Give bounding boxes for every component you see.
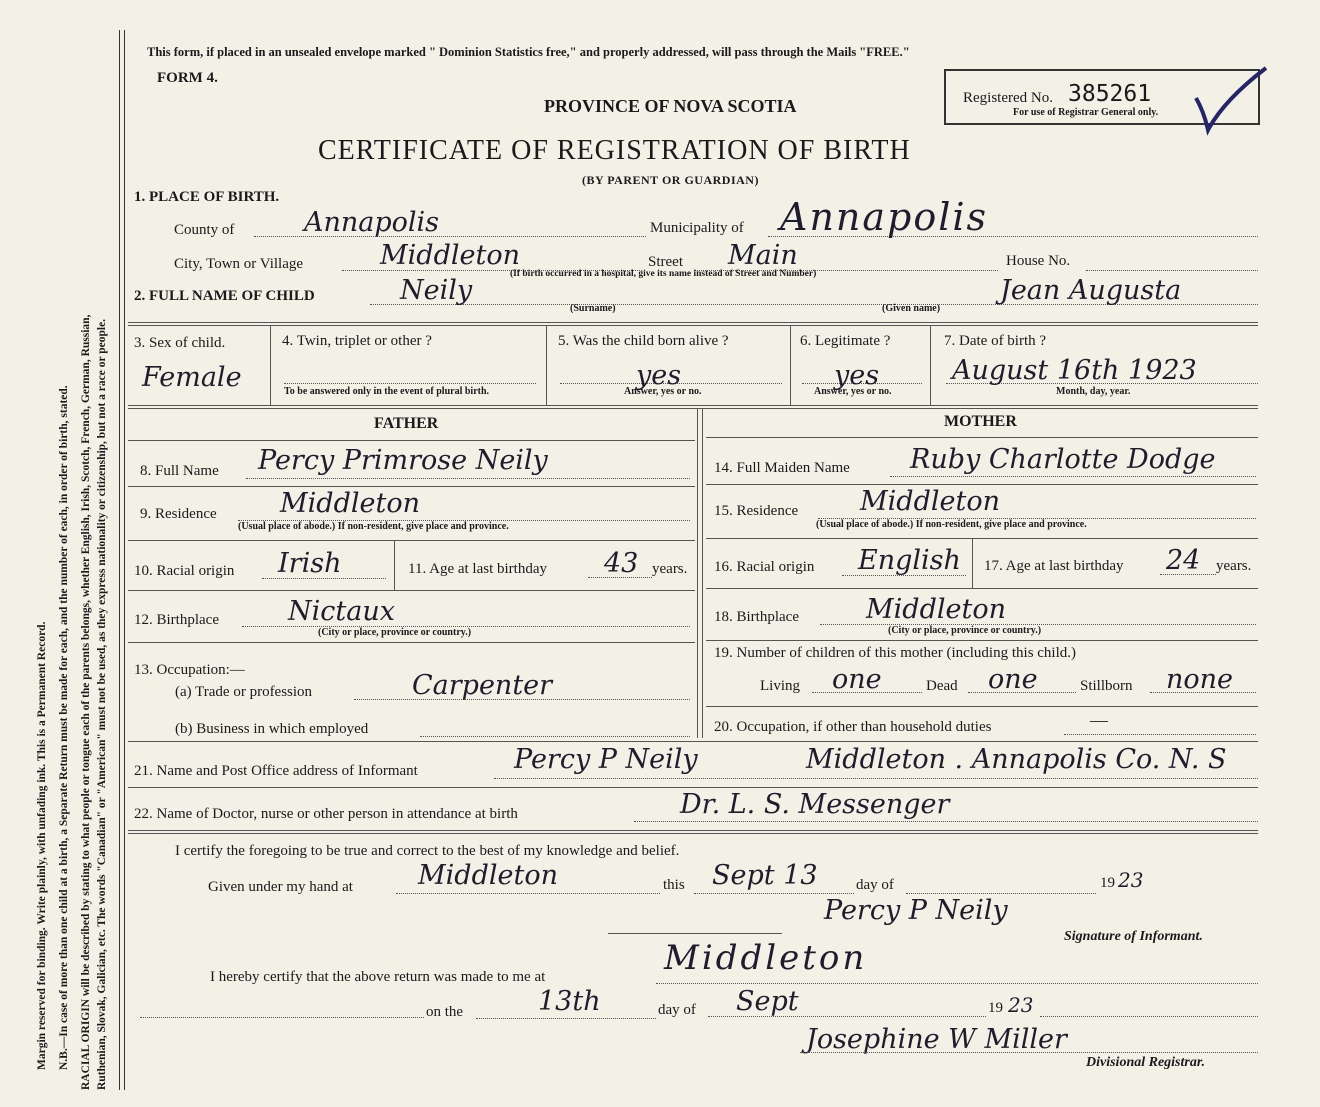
on-the-label: on the bbox=[426, 1004, 464, 1020]
twin-note: To be answered only in the event of plural birth. bbox=[284, 386, 490, 397]
mother-name-label: 14. Full Maiden Name bbox=[714, 460, 850, 476]
margin-note-binding: Margin reserved for binding. Write plainly, with unfading ink. This is a Permanent Record. bbox=[36, 621, 48, 1070]
legitimate-value: yes bbox=[834, 360, 880, 391]
dob-note: Month, day, year. bbox=[1056, 386, 1131, 397]
registrar-caption: Divisional Registrar. bbox=[1086, 1055, 1206, 1070]
father-birthplace: Nictaux bbox=[288, 596, 395, 627]
registrar-signature: Josephine W Miller bbox=[806, 1024, 1067, 1055]
mother-residence-note: (Usual place of abode.) If non-resident, give place and province. bbox=[816, 519, 1087, 530]
doctor-name: Dr. L. S. Messenger bbox=[680, 789, 950, 820]
mail-note: This form, if placed in an unsealed envelope marked " Dominion Statistics free," and properly addressed, will pass through the Mails "FREE." bbox=[147, 45, 910, 59]
certify-statement: I certify the foregoing to be true and correct to the best of my knowledge and belief. bbox=[175, 843, 680, 859]
alive-label: 5. Was the child born alive ? bbox=[558, 333, 729, 349]
registrar-statement: I hereby certify that the above return was made to me at bbox=[210, 969, 546, 985]
mother-birthplace-note: (City or place, province or country.) bbox=[888, 625, 1042, 636]
margin-note-racial-1: RACIAL ORIGIN will be described by stating to what people or tongue each of the parents belongs, whether English, Irish, Scotch, French, German, Russian, bbox=[80, 314, 92, 1090]
father-race-label: 10. Racial origin bbox=[134, 563, 235, 579]
registered-label: Registered No. bbox=[963, 90, 1053, 106]
registrar-place: Middleton bbox=[664, 938, 868, 978]
registrar-day: 13th bbox=[538, 986, 601, 1017]
dob-label: 7. Date of birth ? bbox=[944, 333, 1047, 349]
informant-label: 21. Name and Post Office address of Informant bbox=[134, 763, 418, 779]
twin-label: 4. Twin, triplet or other ? bbox=[282, 333, 432, 349]
father-race: Irish bbox=[278, 548, 342, 579]
sex-label: 3. Sex of child. bbox=[134, 335, 226, 351]
registrar-month: Sept bbox=[736, 986, 799, 1017]
check-mark-icon bbox=[1190, 60, 1270, 140]
margin-rule-inner bbox=[124, 30, 125, 1090]
given-year: 23 bbox=[1118, 868, 1144, 892]
surname-caption: (Surname) bbox=[570, 303, 616, 314]
legitimate-label: 6. Legitimate ? bbox=[800, 333, 891, 349]
municipality-label: Municipality of bbox=[650, 220, 744, 236]
mother-heading: MOTHER bbox=[944, 413, 1017, 430]
mother-occupation-value: — bbox=[1090, 710, 1108, 730]
informant-signature: Percy P Neily bbox=[824, 895, 1008, 926]
mother-name: Ruby Charlotte Dodge bbox=[910, 444, 1216, 475]
mother-residence-label: 15. Residence bbox=[714, 503, 799, 519]
this-label: this bbox=[663, 877, 685, 893]
living-label: Living bbox=[760, 678, 800, 694]
mother-age-label: 17. Age at last birthday bbox=[984, 558, 1124, 574]
dob-value: August 16th 1923 bbox=[952, 355, 1197, 386]
street-value: Main bbox=[728, 240, 798, 271]
dead-label: Dead bbox=[926, 678, 958, 694]
father-name-label: 8. Full Name bbox=[140, 463, 219, 479]
doctor-label: 22. Name of Doctor, nurse or other person in attendance at birth bbox=[134, 806, 518, 822]
trade-value: Carpenter bbox=[412, 670, 553, 701]
registrar-year: 23 bbox=[1008, 993, 1034, 1017]
margin-rule bbox=[119, 30, 120, 1090]
mother-age-unit: years. bbox=[1216, 558, 1252, 574]
child-surname: Neily bbox=[400, 275, 473, 306]
registrar-year-prefix: 19 bbox=[988, 1000, 1003, 1016]
mother-age: 24 bbox=[1166, 545, 1201, 576]
mother-residence: Middleton bbox=[860, 486, 1000, 517]
occupation-label: 13. Occupation:— bbox=[134, 662, 245, 678]
sex-value: Female bbox=[142, 362, 242, 393]
day-of-label: day of bbox=[856, 877, 894, 893]
county-value: Annapolis bbox=[304, 207, 440, 238]
place-heading: 1. PLACE OF BIRTH. bbox=[134, 189, 280, 205]
certificate-title: CERTIFICATE OF REGISTRATION OF BIRTH bbox=[318, 135, 911, 166]
given-date: Sept 13 bbox=[712, 860, 818, 891]
alive-value: yes bbox=[636, 360, 682, 391]
certificate-subtitle: (BY PARENT OR GUARDIAN) bbox=[582, 173, 759, 187]
registered-number: 385261 bbox=[1068, 81, 1152, 107]
trade-label: (a) Trade or profession bbox=[175, 684, 313, 700]
hospital-note: (If birth occurred in a hospital, give its name instead of Street and Number) bbox=[510, 269, 817, 279]
given-place: Middleton bbox=[418, 860, 558, 891]
father-residence: Middleton bbox=[280, 488, 420, 519]
registrar-note: For use of Registrar General only. bbox=[1013, 107, 1159, 118]
informant-signature-caption: Signature of Informant. bbox=[1064, 929, 1203, 944]
children-count-label: 19. Number of children of this mother (including this child.) bbox=[714, 645, 1077, 661]
father-name: Percy Primrose Neily bbox=[258, 445, 548, 476]
dead-value: one bbox=[988, 664, 1038, 695]
year-prefix: 19 bbox=[1100, 875, 1115, 891]
father-residence-label: 9. Residence bbox=[140, 506, 217, 522]
informant-address: Middleton . Annapolis Co. N. S bbox=[806, 744, 1227, 775]
father-birthplace-label: 12. Birthplace bbox=[134, 612, 219, 628]
margin-note-racial-2: Ruthenian, Slovak, Galician, etc. The words "Canadian" or "American" must not be used, as they express nationality or citizenship, but not a race or people. bbox=[96, 318, 108, 1090]
stillborn-value: none bbox=[1166, 664, 1234, 695]
informant-name: Percy P Neily bbox=[514, 744, 698, 775]
city-value: Middleton bbox=[380, 240, 520, 271]
alive-note: Answer, yes or no. bbox=[624, 386, 702, 397]
father-birthplace-note: (City or place, province or country.) bbox=[318, 627, 472, 638]
municipality-value: Annapolis bbox=[780, 195, 989, 239]
given-under-label: Given under my hand at bbox=[208, 879, 353, 895]
business-label: (b) Business in which employed bbox=[175, 721, 369, 737]
registrar-day-of-label: day of bbox=[658, 1002, 696, 1018]
house-no-label: House No. bbox=[1006, 253, 1071, 269]
mother-birthplace-label: 18. Birthplace bbox=[714, 609, 799, 625]
margin-note-nb: N.B.—In case of more than one child at a birth, a Separate Return must be made for each, and the number of each, in order of birth, stated. bbox=[58, 385, 70, 1070]
stillborn-label: Stillborn bbox=[1080, 678, 1133, 694]
father-residence-note: (Usual place of abode.) If non-resident, give place and province. bbox=[238, 521, 509, 532]
child-given-name: Jean Augusta bbox=[1000, 275, 1182, 306]
living-value: one bbox=[832, 664, 882, 695]
mother-occupation-label: 20. Occupation, if other than household duties bbox=[714, 719, 992, 735]
form-number: FORM 4. bbox=[157, 70, 218, 86]
father-age: 43 bbox=[604, 548, 639, 579]
father-heading: FATHER bbox=[374, 415, 439, 432]
county-label: County of bbox=[174, 222, 235, 238]
legitimate-note: Answer, yes or no. bbox=[814, 386, 892, 397]
street-label: Street bbox=[648, 254, 683, 270]
child-name-label: 2. FULL NAME OF CHILD bbox=[134, 288, 315, 304]
province-heading: PROVINCE OF NOVA SCOTIA bbox=[544, 96, 797, 116]
father-age-label: 11. Age at last birthday bbox=[408, 561, 547, 577]
mother-race: English bbox=[858, 545, 961, 576]
mother-race-label: 16. Racial origin bbox=[714, 559, 815, 575]
mother-birthplace: Middleton bbox=[866, 594, 1006, 625]
father-age-unit: years. bbox=[652, 561, 688, 577]
city-label: City, Town or Village bbox=[174, 256, 304, 272]
given-caption: (Given name) bbox=[882, 303, 941, 314]
